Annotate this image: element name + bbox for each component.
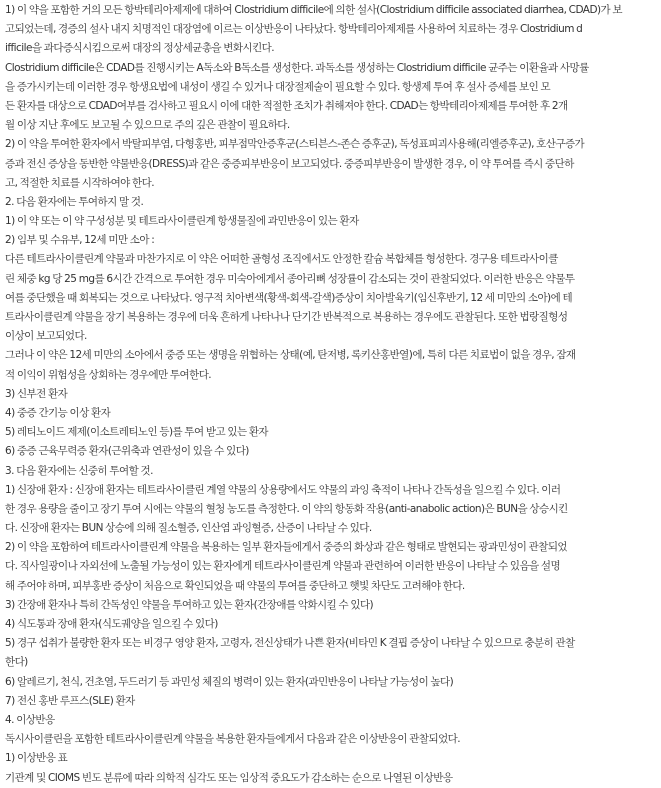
- text-line: 7) 전신 홍반 루프스(SLE) 환자: [5, 694, 135, 707]
- text-line: 증과 전신 증상을 동반한 약물반응(DRESS)과 같은 중증피부반응이 보고되었다. 중증피부반응이 발생한 경우, 이 약 투여를 즉시 중단하: [5, 157, 574, 170]
- text-line: 이상이 보고되었다.: [5, 330, 87, 343]
- text-line: 독시사이클린을 포함한 테트라사이클린계 약물을 복용한 환자들에게서 다음과 같은 이상반응이 관찰되었다.: [5, 733, 461, 746]
- section-heading: 2. 다음 환자에는 투여하지 말 것.: [5, 195, 144, 208]
- text-line: 한 경우 용량을 줄이고 장기 투여 시에는 약물의 혈청 농도를 측정한다. 이 약의 항동화 작용(anti-anabolic action)은 BUN을 상승시킨: [5, 502, 568, 515]
- text-line: 기관계 및 CIOMS 빈도 분류에 따라 의학적 심각도 또는 임상적 중요도가 감소하는 순으로 나열된 이상반응: [5, 771, 453, 784]
- text-line: 적 이익이 위험성을 상회하는 경우에만 투여한다.: [5, 368, 212, 381]
- text-line: 고되었는데, 경증의 설사 내지 치명적인 대장염에 이르는 이상반응이 나타났다. 항박테리아제제를 사용하여 치료하는 경우 Clostridium d: [5, 23, 583, 36]
- text-line: 한다): [5, 656, 28, 669]
- text-line: 린 체중 kg 당 25 mg를 6시간 간격으로 투여한 경우 미숙아에게서 종아리뼈 성장률이 감소되는 것이 관찰되었다. 이러한 반응은 약물투: [5, 272, 575, 285]
- text-line: 4) 중증 간기능 이상 환자: [5, 406, 111, 419]
- text-line: 3) 간장애 환자나 특히 간독성인 약물을 투여하고 있는 환자(간장애를 악화시킬 수 있다): [5, 598, 374, 611]
- text-line: 다른 테트라사이클린계 약물과 마찬가지로 이 약은 어떠한 골형성 조직에서도 안정한 칼슘 복합체를 형성한다. 경구용 테트라사이클: [5, 253, 558, 266]
- document-body: [5, 1, 658, 788]
- section-heading: 3. 다음 환자에는 신중히 투여할 것.: [5, 464, 153, 477]
- text-line: 다. 신장애 환자는 BUN 상승에 의해 질소혈증, 인산염 과잉혈증, 산증이 나타날 수 있다.: [5, 522, 372, 535]
- text-line: 다. 직사일광이나 자외선에 노출될 가능성이 있는 환자에게 테트라사이클린계 약물과 관련하여 이러한 반응이 나타날 수 있음을 설명: [5, 560, 561, 573]
- text-line: 2) 이 약을 투여한 환자에서 박탈피부염, 다형홍반, 피부점막안증후군(스티븐스-존슨 증후군), 독성표피괴사용해(리엘증후군), 호산구증가: [5, 138, 585, 151]
- text-line: 그러나 이 약은 12세 미만의 소아에서 중증 또는 생명을 위협하는 상태(예, 탄저병, 록키산홍반열)에, 특히 다른 치료법이 없을 경우, 잠재: [5, 349, 576, 362]
- text-line: Clostridium difficile은 CDAD를 진행시키는 A독소와 B독소를 생성한다. 과독소를 생성하는 Clostridium difficile 균주는 이환율과 사망률: [5, 61, 589, 74]
- text-line: 고, 적절한 치료를 시작하여야 한다.: [5, 176, 155, 189]
- text-line: 6) 중증 근육무력증 환자(근위축과 연관성이 있을 수 있다): [5, 445, 249, 458]
- text-line: 3) 신부전 환자: [5, 387, 68, 400]
- text-line: 5) 레티노이드 제제(이소트레티노인 등)를 투여 받고 있는 환자: [5, 426, 269, 439]
- section-heading: 4. 이상반응: [5, 713, 55, 726]
- text-line: ifficile을 과다증식시킴으로써 대장의 정상세균총을 변화시킨다.: [5, 42, 275, 55]
- text-line: 여를 중단했을 때 회복되는 것으로 나타났다. 영구적 치아변색(황색-회색-갈색)증상이 치아발육기(임신후반기, 12 세 미만의 소아)에 테: [5, 291, 573, 304]
- text-line: 월 이상 지난 후에도 보고될 수 있으므로 주의 깊은 관찰이 필요하다.: [5, 119, 290, 132]
- text-line: 6) 알레르기, 천식, 건초열, 두드러기 등 과민성 체질의 병력이 있는 환자(과민반응이 나타날 가능성이 높다): [5, 675, 454, 688]
- text-line: 4) 식도통과 장애 환자(식도궤양을 일으킬 수 있다): [5, 618, 218, 630]
- text-line: 해 주어야 하며, 피부홍반 증상이 처음으로 확인되었을 때 약물의 투여를 중단하고 햇빛 차단도 고려해야 한다.: [5, 579, 465, 592]
- text-line: 2) 이 약을 포함하여 테트라사이클린계 약물을 복용하는 일부 환자들에게서 중증의 화상과 같은 형태로 발현되는 광과민성이 관찰되었: [5, 541, 568, 554]
- text-line: 1) 이 약을 포함한 거의 모든 항박테리아제제에 대하여 Clostridium difficile에 의한 설사(Clostridium difficile associated diarrhea, CDAD)가 보: [5, 4, 622, 16]
- text-line: 을 증가시키는데 이러한 경우 항생요법에 내성이 생길 수 있거나 대장절제술이 필요할 수 있다. 항생제 투여 후 설사 증세를 보인 모: [5, 80, 551, 93]
- text-line: 1) 이 약 또는 이 약 구성성분 및 테트라사이클린계 항생물질에 과민반응이 있는 환자: [5, 215, 359, 228]
- text-line: 트라사이클린계 약물을 장기 복용하는 경우에 더욱 흔하게 나타나나 단기간 반복적으로 복용하는 경우에도 관찰된다. 또한 법랑질형성: [5, 311, 568, 323]
- text-line: 1) 신장애 환자 : 신장애 환자는 테트라사이클린 계열 약물의 상용량에서도 약물의 과잉 축적이 나타나 간독성을 일으킬 수 있다. 이러: [5, 483, 561, 496]
- text-line: 2) 임부 및 수유부, 12세 미만 소아 :: [5, 234, 155, 247]
- text-line: 1) 이상반응 표: [5, 752, 68, 765]
- text-line: 든 환자를 대상으로 CDAD여부를 검사하고 필요시 이에 대한 적절한 조치가 취해져야 한다. CDAD는 항박테리아제제를 투여한 후 2개: [5, 99, 568, 112]
- text-line: 5) 경구 섭취가 불량한 환자 또는 비경구 영양 환자, 고령자, 전신상태가 나쁜 환자(비타민 K 결핍 증상이 나타날 수 있으므로 충분히 관찰: [5, 637, 575, 650]
